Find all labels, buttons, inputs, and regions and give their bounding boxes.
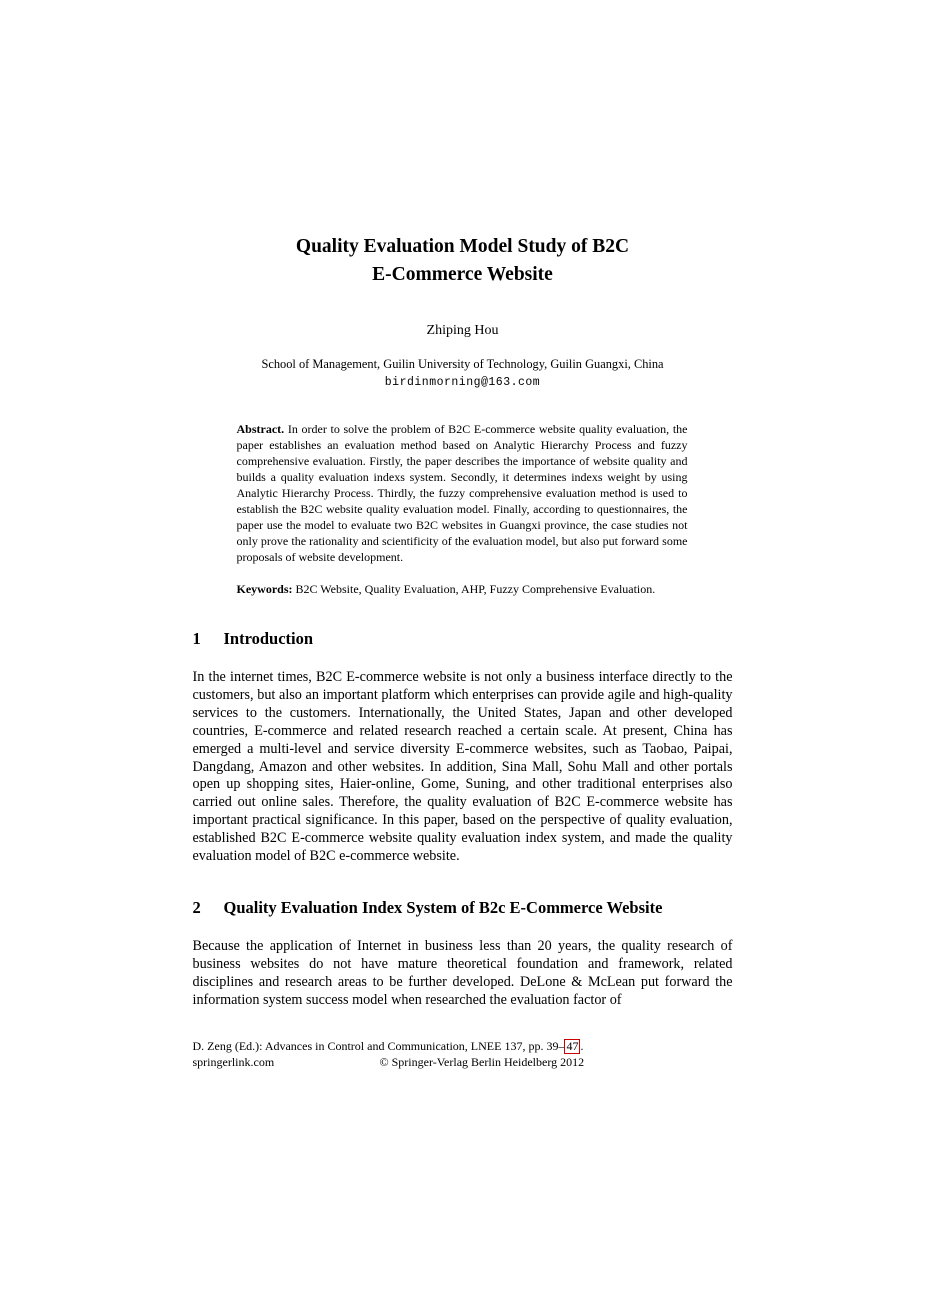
page-footer	[193, 1038, 733, 1070]
section-1-paragraph: In the internet times, B2C E-commerce website is not only a business interface directly to the customers, but also an important platform which enterprises can provide agile and high-quality services to the customers. Internationally, the United States, Japan and other developed countries, E-commerce and related research reached a certain scale. At present, China has emerged a multi-level and service diversity E-commerce websites, such as Taobao, Paipai, Dangdang, Amazon and other websites. In addition, Sina Mall, Sohu Mall and other portals open up shopping sites, Haier-online, Gome, Suning, and other traditional enterprises also carried out online sales. Therefore, the quality evaluation of B2C E-commerce website has important practical significance. In this paper, based on the perspective of quality evaluation, established B2C E-commerce website quality evaluation index system, and made the quality evaluation model of B2C e-commerce website.	[192, 669, 733, 865]
footer-citation	[193, 1038, 733, 1054]
keywords-label: Keywords:	[236, 582, 293, 596]
section-1-title: Introduction	[223, 629, 314, 648]
footer-springerlink: springerlink.com	[192, 1054, 275, 1069]
footer-page-link[interactable]: 47	[566, 1038, 579, 1053]
author-name: Zhiping Hou	[426, 323, 499, 338]
paper-title-line2: E-Commerce Website	[372, 264, 553, 285]
paper-page	[193, 0, 733, 1070]
section-1-heading	[193, 629, 733, 649]
abstract-text: In order to solve the problem of B2C E-commerce website quality evaluation, the paper establishes an evaluation method based on Analytic Hierarchy Process and fuzzy comprehensive evaluation. Firstly, the paper describes the importance of website quality and builds a quality evaluation indexs system. Secondly, it determines indexs weight by using Analytic Hierarchy Process. Thirdly, the fuzzy comprehensive evaluation method is used to establish the B2C website quality evaluation model. Finally, according to questionnaires, the paper use the model to evaluate two B2C websites in Guangxi province, the case studies not only prove the rationality and scientificity of the evaluation model, but also put forward some proposals of website development.	[236, 422, 688, 564]
footer-imprint	[193, 1054, 733, 1070]
paper-title-line1: Quality Evaluation Model Study of B2C	[295, 236, 630, 257]
footer-citation-suffix: .	[580, 1038, 584, 1053]
abstract-label: Abstract.	[236, 422, 285, 436]
keywords-text: B2C Website, Quality Evaluation, AHP, Fuzzy Comprehensive Evaluation.	[292, 582, 656, 596]
author-affiliation: School of Management, Guilin University of Technology, Guilin Guangxi, China	[261, 357, 664, 371]
section-2-paragraph: Because the application of Internet in business less than 20 years, the quality research of business websites do not have mature theoretical foundation and framework, related disciplines and research areas to be further developed. DeLone & McLean put forward the information system success model when researched the evaluation factor of	[192, 937, 733, 1008]
footer-copyright: © Springer-Verlag Berlin Heidelberg 2012	[379, 1054, 585, 1069]
keywords	[237, 581, 688, 597]
section-2-number: 2	[192, 897, 201, 917]
section-1-number: 1	[192, 629, 201, 648]
section-2-heading	[193, 898, 733, 918]
paper-title	[193, 233, 733, 289]
author-email: birdinmorning@163.com	[384, 376, 541, 389]
section-2-title: Quality Evaluation Index System of B2c E-Commerce Website	[223, 897, 663, 917]
abstract	[237, 421, 688, 565]
footer-citation-prefix: D. Zeng (Ed.): Advances in Control and Communication, LNEE 137, pp. 39–	[192, 1038, 565, 1053]
